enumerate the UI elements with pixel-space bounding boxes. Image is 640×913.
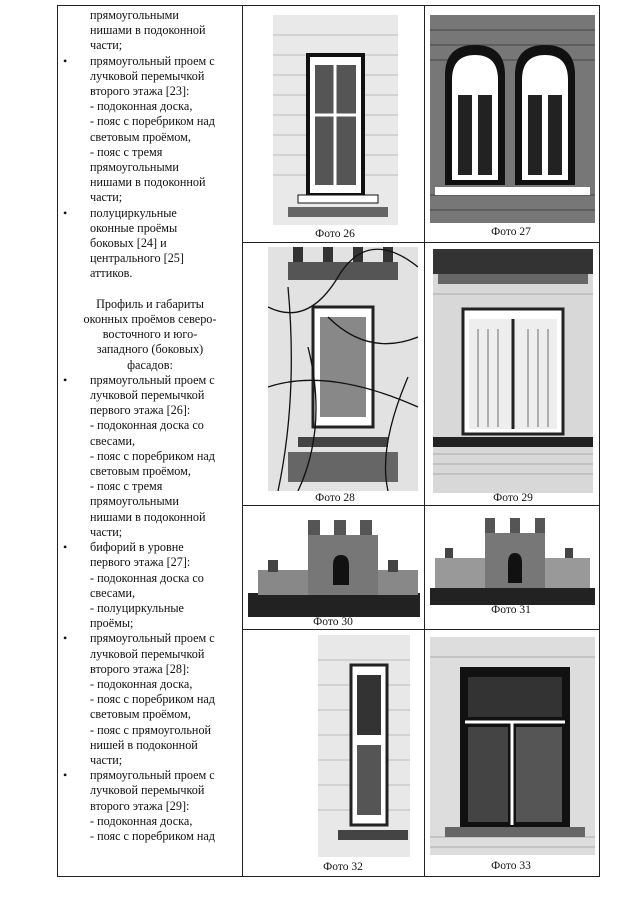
text-line xyxy=(57,418,243,433)
text-line-content: - пояс с поребриком над xyxy=(90,828,215,843)
text-line xyxy=(57,601,243,616)
text-line xyxy=(57,631,243,646)
text-line-content: - пояс с поребриком над xyxy=(90,448,215,463)
text-line-content: световым проёмом, xyxy=(90,464,191,479)
text-line xyxy=(57,647,243,662)
text-line-content: восточного и юго- xyxy=(102,327,198,342)
text-line-content: второго этажа [23]: xyxy=(90,84,190,99)
photo-27-caption: Фото 27 xyxy=(491,226,531,238)
text-line-content: прямоугольными xyxy=(90,160,179,175)
text-line-content: - полуциркульные xyxy=(90,600,184,615)
grid-divider-row2 xyxy=(243,505,600,506)
photo-30-caption: Фото 30 xyxy=(313,616,353,628)
text-line-content: прямоугольный проем с xyxy=(90,53,215,68)
text-line-content: - пояс с прямоугольной xyxy=(90,722,212,737)
text-line xyxy=(57,8,243,23)
text-line-content: проёмы; xyxy=(90,616,134,631)
text-line xyxy=(57,723,243,738)
text-line xyxy=(57,616,243,631)
text-line xyxy=(57,510,243,525)
grid-divider-row1 xyxy=(243,242,600,243)
text-line xyxy=(57,266,243,281)
text-line xyxy=(57,130,243,145)
text-line-content: нишами в подоконной xyxy=(90,23,206,38)
text-line-content: - пояс с тремя xyxy=(90,479,163,494)
text-line xyxy=(57,160,243,175)
text-line xyxy=(57,373,243,388)
grid-divider-vertical xyxy=(424,5,425,877)
text-line xyxy=(57,342,243,357)
text-line-content: боковых [24] и xyxy=(90,236,167,251)
grid-divider-row3 xyxy=(243,629,600,630)
text-line xyxy=(57,297,243,312)
text-line-content: прямоугольный проем с xyxy=(90,768,215,783)
text-line xyxy=(57,145,243,160)
text-line-content: прямоугольный проем с xyxy=(90,372,215,387)
text-line xyxy=(57,388,243,403)
text-line-content: Профиль и габариты xyxy=(96,296,204,311)
bullet-icon: • xyxy=(63,205,68,220)
text-line-content: лучковой перемычкой xyxy=(90,388,205,403)
text-line-content: оконные проёмы xyxy=(90,220,178,235)
text-line xyxy=(57,768,243,783)
text-line xyxy=(57,783,243,798)
text-line xyxy=(57,358,243,373)
text-line xyxy=(57,282,243,297)
bullet-icon: • xyxy=(63,372,68,387)
text-line-content: свесами, xyxy=(90,585,136,600)
photo-28-caption: Фото 28 xyxy=(315,492,355,504)
text-line-content: центрального [25] xyxy=(90,251,184,266)
text-line xyxy=(57,99,243,114)
text-line xyxy=(57,555,243,570)
text-line xyxy=(57,327,243,342)
text-line xyxy=(57,540,243,555)
text-line xyxy=(57,692,243,707)
text-line-content: - пояс с тремя xyxy=(90,144,163,159)
text-line xyxy=(57,434,243,449)
text-line-content: - пояс с поребриком над xyxy=(90,692,215,707)
photo-33-caption: Фото 33 xyxy=(491,860,531,872)
photo-26-caption: Фото 26 xyxy=(315,228,355,240)
text-line xyxy=(57,236,243,251)
text-line-content: второго этажа [28]: xyxy=(90,661,190,676)
text-line-content: нишей в подоконной xyxy=(90,737,198,752)
text-line xyxy=(57,403,243,418)
text-line-content: световым проёмом, xyxy=(90,129,191,144)
text-line-content: прямоугольными xyxy=(90,494,179,509)
text-line-content: нишами в подоконной xyxy=(90,175,206,190)
photo-28-image xyxy=(268,247,418,491)
text-line-content: лучковой перемычкой xyxy=(90,646,205,661)
photo-29-caption: Фото 29 xyxy=(493,492,533,504)
text-line xyxy=(57,707,243,722)
text-line-content: второго этажа [29]: xyxy=(90,798,190,813)
text-line-content: - подоконная доска, xyxy=(90,676,193,691)
photo-32-image xyxy=(318,635,410,857)
text-line xyxy=(57,586,243,601)
text-line-content: - подоконная доска со xyxy=(90,418,204,433)
text-line-content: первого этажа [26]: xyxy=(90,403,191,418)
text-line xyxy=(57,251,243,266)
text-line-content: первого этажа [27]: xyxy=(90,555,191,570)
text-line-content: - пояс с поребриком над xyxy=(90,114,215,129)
text-line-content: оконных проёмов северо- xyxy=(83,312,217,327)
text-line xyxy=(57,54,243,69)
text-line-content: прямоугольный проем с xyxy=(90,631,215,646)
text-line-content: световым проёмом, xyxy=(90,707,191,722)
photo-31-image xyxy=(430,513,595,605)
text-line-content: фасадов: xyxy=(127,357,173,372)
text-line-content: нишами в подоконной xyxy=(90,509,206,524)
text-line-content: прямоугольными xyxy=(90,8,179,22)
photo-27-image xyxy=(430,15,595,223)
text-line xyxy=(57,479,243,494)
text-line-content: - подоконная доска, xyxy=(90,99,193,114)
photo-33-image xyxy=(430,637,595,855)
text-line xyxy=(57,829,243,844)
text-line xyxy=(57,662,243,677)
text-line xyxy=(57,464,243,479)
photo-grid xyxy=(243,5,600,877)
text-line xyxy=(57,494,243,509)
text-line xyxy=(57,312,243,327)
bullet-icon: • xyxy=(63,768,68,783)
photo-30-image xyxy=(248,515,420,617)
text-line-content: части; xyxy=(90,524,123,539)
bullet-icon: • xyxy=(63,540,68,555)
text-line xyxy=(57,449,243,464)
text-line xyxy=(57,175,243,190)
photo-29-image xyxy=(433,249,593,493)
photo-32-caption: Фото 32 xyxy=(323,861,363,873)
text-line xyxy=(57,84,243,99)
text-line xyxy=(57,814,243,829)
text-column xyxy=(57,5,243,877)
text-line xyxy=(57,753,243,768)
text-line xyxy=(57,23,243,38)
photo-31-caption: Фото 31 xyxy=(491,604,531,616)
text-line xyxy=(57,571,243,586)
text-line-content: части; xyxy=(90,752,123,767)
text-line-content: полуциркульные xyxy=(90,205,177,220)
text-line-content: - подоконная доска, xyxy=(90,813,193,828)
description-text xyxy=(57,8,243,844)
bullet-icon: • xyxy=(63,631,68,646)
text-line-content: лучковой перемычкой xyxy=(90,783,205,798)
text-line xyxy=(57,190,243,205)
bullet-icon: • xyxy=(63,53,68,68)
text-line-content: бифорий в уровне xyxy=(90,540,184,555)
text-line xyxy=(57,206,243,221)
text-line xyxy=(57,221,243,236)
text-line xyxy=(57,799,243,814)
text-line xyxy=(57,38,243,53)
text-line-content: аттиков. xyxy=(90,266,133,281)
text-line xyxy=(57,69,243,84)
photo-26-image xyxy=(273,15,398,225)
text-line-content: части; xyxy=(90,190,123,205)
text-line-content: лучковой перемычкой xyxy=(90,68,205,83)
text-line xyxy=(57,738,243,753)
text-line xyxy=(57,525,243,540)
text-line-content: части; xyxy=(90,38,123,53)
text-line-content: - подоконная доска со xyxy=(90,570,204,585)
text-line-content: свесами, xyxy=(90,433,136,448)
text-line-content: западного (боковых) xyxy=(96,342,204,357)
text-line xyxy=(57,114,243,129)
text-line xyxy=(57,677,243,692)
